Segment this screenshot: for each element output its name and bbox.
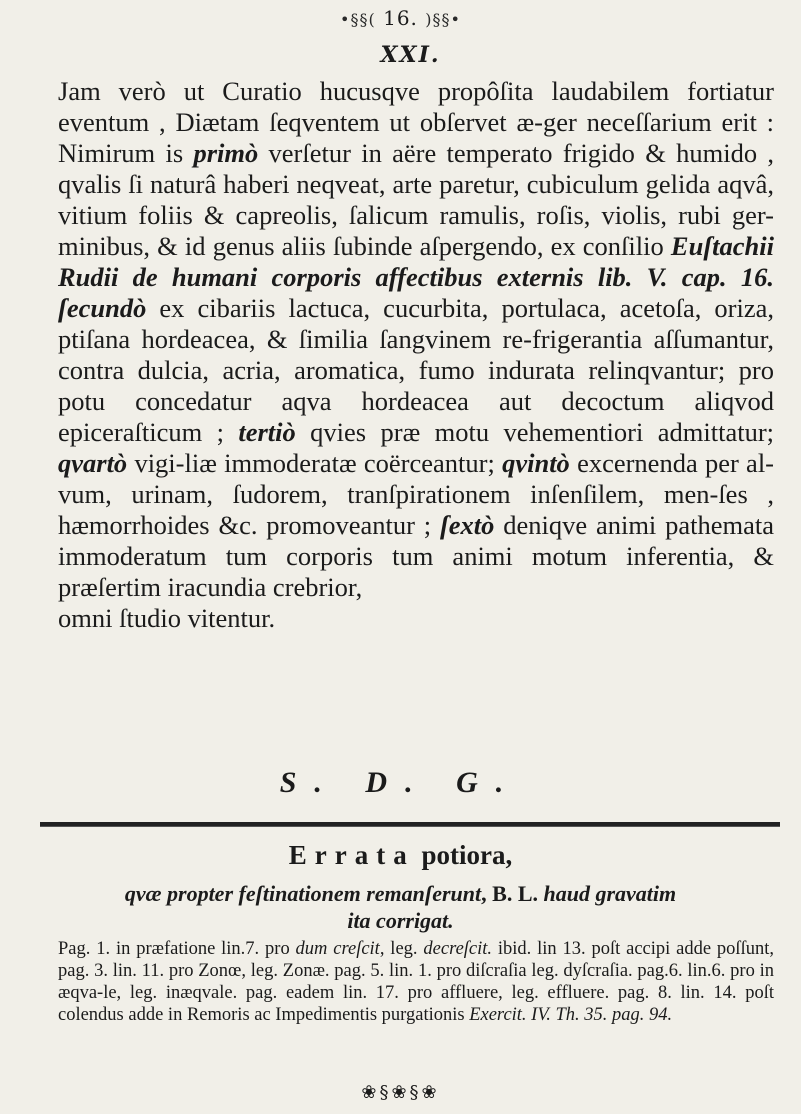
errata-entries xyxy=(58,938,774,1026)
errata-run: ibid. lin 13. poſt accipi adde poſſunt, pag. 3. lin. 11. pro Zonœ, leg. Zonæ. pag. 5. lin. 1. pro diſcraſia leg. dyſcraſia. pag.6. lin.6. pro in æqva-le, leg. inæqvale. pag. eadem lin. 17. pro affluere, leg. effluere. pag. 8. lin. 14. poſt colendus adde in Remoris ac Impedimentis purgationis xyxy=(58,939,774,1025)
text-run: verſetur in aëre temperato frigido & humido , qvalis ſi naturâ haberi neqveat, arte paretur, cubiculum gelida aqvâ, vitium foliis & capreolis, ſalicum ramulis, roſis, violis, rubi ger-minibus, & id genus aliis ſubinde aſpergendo, ex conſilio xyxy=(58,138,774,261)
text-run: qvies præ motu vehementiori admittatur; xyxy=(295,417,775,447)
errata-run: Pag. 1. in præfatione lin.7. pro xyxy=(58,939,296,959)
errata-italic-run: dum creſcit xyxy=(295,939,380,959)
paragraph-last-line: omni ſtudio vitentur. xyxy=(58,603,276,633)
text-run: vigi-liæ immoderatæ coërceantur; xyxy=(127,448,503,478)
errata-run: , leg. xyxy=(379,939,424,959)
main-paragraph xyxy=(58,76,774,634)
subtitle-part: ita corrigat. xyxy=(347,908,454,933)
signature-mark: XXI. xyxy=(380,42,441,68)
text-run: deniqve animi pathemata immoderatum tum corporis tum animi motum inferentia, & præſertim iracundia crebrior, xyxy=(58,510,775,602)
text-run: Jam verò ut Curatio hucusqve propôſita laudabilem fortiatur eventum , Diætam ſeqventem ut obſervet æ-ger neceſſarium erit : Nimirum is xyxy=(58,76,774,168)
ordinal-qvarto: qvartò xyxy=(58,448,128,478)
citation: Euſtachii Rudii de humani corporis affectibus externis lib. V. cap. 16. ſecundò xyxy=(58,231,774,323)
page-header xyxy=(0,6,801,30)
errata-heading xyxy=(0,840,801,871)
ordinal-tertio: tertiò xyxy=(238,417,296,447)
ordinal-primo: primò xyxy=(193,138,259,168)
closing-sdg: S. D. G. xyxy=(279,766,522,799)
page-number: 16. xyxy=(383,6,418,30)
errata-italic-run: Exercit. IV. Th. 35. pag. 94. xyxy=(469,1005,673,1025)
errata-heading-rest: potiora, xyxy=(421,840,513,870)
divider-rule xyxy=(40,822,780,827)
paragraph-body xyxy=(58,76,774,603)
text-run: excernenda per al-vum, urinam, ſudorem, tranſpirationem inſenſilem, men-ſes , hæmorrhoides &c. promoveantur ; xyxy=(58,448,775,540)
errata-italic-run: decreſcit. xyxy=(423,939,493,959)
header-ornament-left: •§§( xyxy=(340,10,376,29)
subtitle-part: qvæ propter feſtinationem remanſerunt xyxy=(124,881,482,906)
errata-heading-word: Errata xyxy=(288,840,415,870)
subtitle-part: haud gravatim xyxy=(543,881,677,906)
errata-subtitle xyxy=(0,880,801,934)
text-run: ex cibariis lactuca, cucurbita, portulaca, acetoſa, oriza, ptiſana hordeacea, & ſimilia ſangvinem re-frigerantia aſſumantur, contra dulcia, acria, aromatica, fumo indurata relinqvantur; pro potu concedatur aqva hordeacea aut decoctum aliqvod epiceraſticum ; xyxy=(58,293,774,447)
tailpiece-ornament: ❀§❀§❀ xyxy=(361,1082,440,1103)
ordinal-sexto: ſextò xyxy=(439,510,495,540)
errata-list xyxy=(58,938,774,1026)
ordinal-qvinto: qvintò xyxy=(502,448,570,478)
subtitle-part: , B. L. xyxy=(481,881,544,906)
header-ornament-right: )§§• xyxy=(425,10,461,29)
